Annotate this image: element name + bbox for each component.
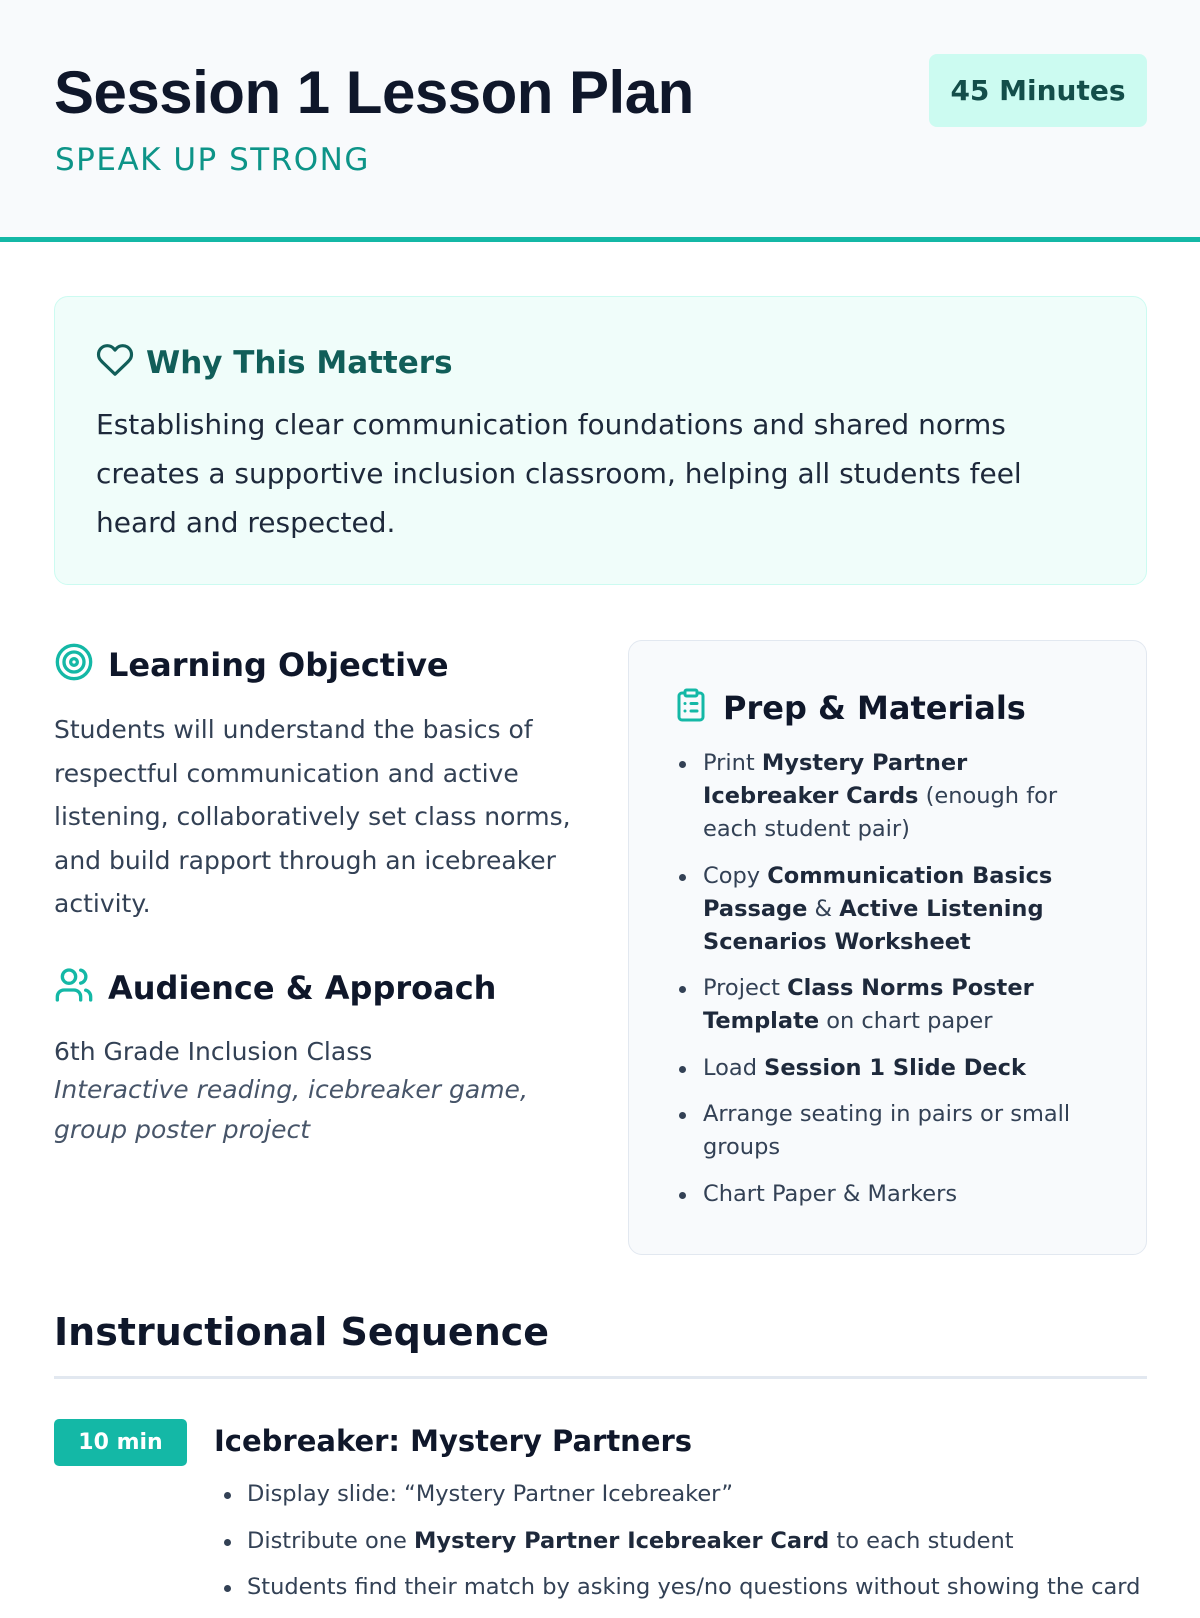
why-text: Establishing clear communication foundations and shared norms creates a supportive inclusion classroom, helping all students feel heard and respected. xyxy=(96,408,1022,539)
bold-text: Mystery Partner Icebreaker Card xyxy=(414,1527,830,1554)
why-this-matters-card xyxy=(54,296,1147,585)
list-item xyxy=(247,1525,1167,1558)
bold-text: Active Listening Scenarios Worksheet xyxy=(703,895,1044,955)
list-text: Students find their match by asking yes/no questions without showing the card xyxy=(247,1574,1141,1600)
prep-materials-card xyxy=(628,640,1147,1255)
program-subtitle: SPEAK UP STRONG xyxy=(55,142,370,178)
list-item xyxy=(703,747,1103,846)
audience-heading xyxy=(54,965,496,1010)
why-heading xyxy=(96,341,453,384)
target-icon xyxy=(54,642,94,687)
bold-text: Session 1 Slide Deck xyxy=(764,1054,1026,1081)
list-text: (enough for each student pair) xyxy=(703,783,1058,842)
prep-heading xyxy=(673,685,1026,730)
page-title: Session 1 Lesson Plan xyxy=(54,59,694,126)
list-item xyxy=(247,1478,1167,1511)
audience-approach: Interactive reading, icebreaker game, group poster project xyxy=(54,1075,528,1144)
list-item xyxy=(247,1571,1167,1604)
list-text: Arrange seating in pairs or small groups xyxy=(703,1101,1071,1160)
bold-text: Communication Basics Passage xyxy=(703,862,1053,922)
list-item xyxy=(703,972,1103,1038)
list-text: Load xyxy=(703,1054,765,1081)
step-list xyxy=(247,1478,1167,1618)
audience-title: Audience & Approach xyxy=(108,968,497,1007)
objective-heading xyxy=(54,642,449,687)
page-header xyxy=(0,0,1200,242)
prep-title: Prep & Materials xyxy=(723,688,1026,727)
sequence-title: Instructional Sequence xyxy=(54,1310,550,1354)
list-item xyxy=(703,1052,1103,1085)
clipboard-icon xyxy=(673,685,709,730)
objective-title: Learning Objective xyxy=(108,645,449,684)
step-title: Icebreaker: Mystery Partners xyxy=(214,1424,693,1458)
users-icon xyxy=(54,965,94,1010)
objective-text: Students will understand the basics of respectful communication and active listening, collaboratively set class norms, and build rapport through an icebreaker activity. xyxy=(54,715,571,918)
step-time-badge: 10 min xyxy=(54,1419,187,1466)
bold-text: Mystery Partner Icebreaker Cards xyxy=(703,750,968,809)
why-title: Why This Matters xyxy=(146,344,453,381)
list-text: Distribute one xyxy=(247,1527,415,1554)
bold-text: Class Norms Poster Template xyxy=(703,975,1034,1034)
list-item xyxy=(703,1098,1103,1164)
list-text: Project xyxy=(703,975,788,1001)
audience-grade: 6th Grade Inclusion Class xyxy=(54,1037,373,1066)
list-item xyxy=(703,860,1103,959)
list-item xyxy=(703,1178,1103,1211)
list-text: to each student xyxy=(829,1527,1014,1554)
duration-badge: 45 Minutes xyxy=(929,54,1147,127)
list-text: Display slide: “Mystery Partner Icebreaker” xyxy=(247,1481,734,1507)
list-text: Copy xyxy=(703,862,768,889)
heart-icon xyxy=(96,341,134,384)
prep-list xyxy=(703,747,1103,1224)
list-text: on chart paper xyxy=(819,1008,993,1034)
list-text: & xyxy=(807,895,840,922)
sequence-divider xyxy=(54,1376,1147,1379)
list-text: Chart Paper & Markers xyxy=(703,1180,958,1207)
list-text: Print xyxy=(703,750,762,776)
